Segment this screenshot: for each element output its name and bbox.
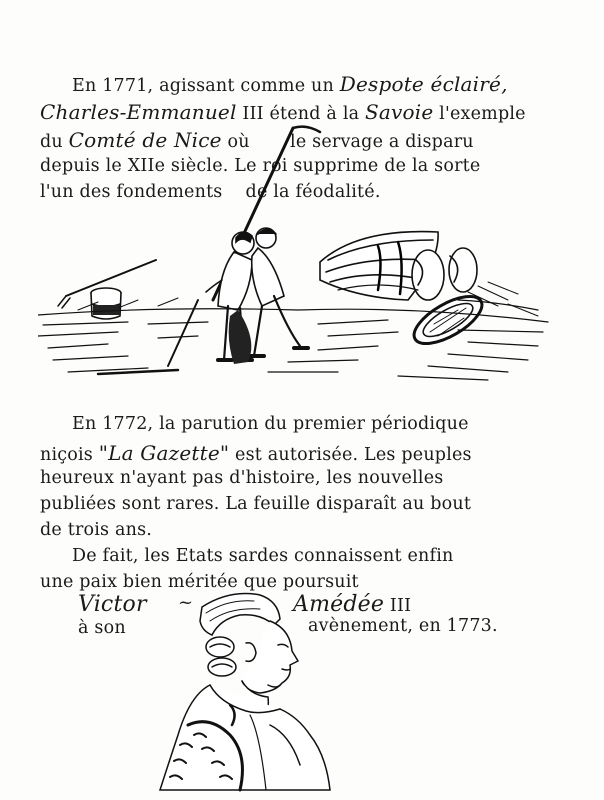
scythe-blade xyxy=(293,127,320,132)
p3-line-4b: avènement, en 1773. xyxy=(308,616,498,636)
p2-line-5: de trois ans. xyxy=(40,520,153,540)
hay-sheaves xyxy=(320,232,477,300)
p2-line-2-prefix: niçois xyxy=(40,445,99,465)
p2-line-2-suffix: est autorisée. Les peuples xyxy=(229,445,472,465)
p1-line-5: l'un des fondements de la féodalité. xyxy=(40,182,381,202)
p3-line-2: une paix bien méritée que poursuit xyxy=(40,572,359,592)
charles-emmanuel-text: Charles-Emmanuel xyxy=(40,100,237,124)
p1-line-4: depuis le XIIe siècle. Le roi supprime de la sorte xyxy=(40,156,481,176)
p1-line-2-suffix: l'exemple xyxy=(433,104,526,124)
p2-line-4: publiées sont rares. La feuille disparaît au bout xyxy=(40,494,472,514)
p2-line-3: heureux n'ayant pas d'histoire, les nouvelles xyxy=(40,468,444,488)
p1-line-2-mid: III étend à la xyxy=(236,104,366,124)
peasant-figures xyxy=(206,228,308,364)
amedee-text: Amédée xyxy=(293,592,385,617)
harvest-illustration xyxy=(38,110,558,390)
king-portrait xyxy=(150,585,340,795)
comte-de-nice-text: Comté de Nice xyxy=(68,128,222,152)
la-gazette-text: "La Gazette" xyxy=(98,441,230,465)
savoie-text: Savoie xyxy=(365,100,434,124)
p2-line-1: En 1772, la parution du premier périodique xyxy=(72,414,469,434)
name-separator: ~ xyxy=(178,592,194,613)
p1-line-3-suffix: où le servage a disparu xyxy=(221,132,474,152)
p1-line-1 xyxy=(72,72,508,96)
victor-text: Victor xyxy=(78,592,147,617)
p2-line-2 xyxy=(40,441,472,465)
p1-line-3-prefix: du xyxy=(40,132,69,152)
p3-line-1: De fait, les Etats sardes connaissent enfin xyxy=(72,546,454,566)
p3-line-4a: à son xyxy=(78,618,126,638)
amedee-ordinal: III xyxy=(384,596,412,616)
p1-line-1-text: En 1771, agissant comme un xyxy=(72,76,340,96)
despote-eclaire-text: Despote éclairé, xyxy=(339,72,508,96)
